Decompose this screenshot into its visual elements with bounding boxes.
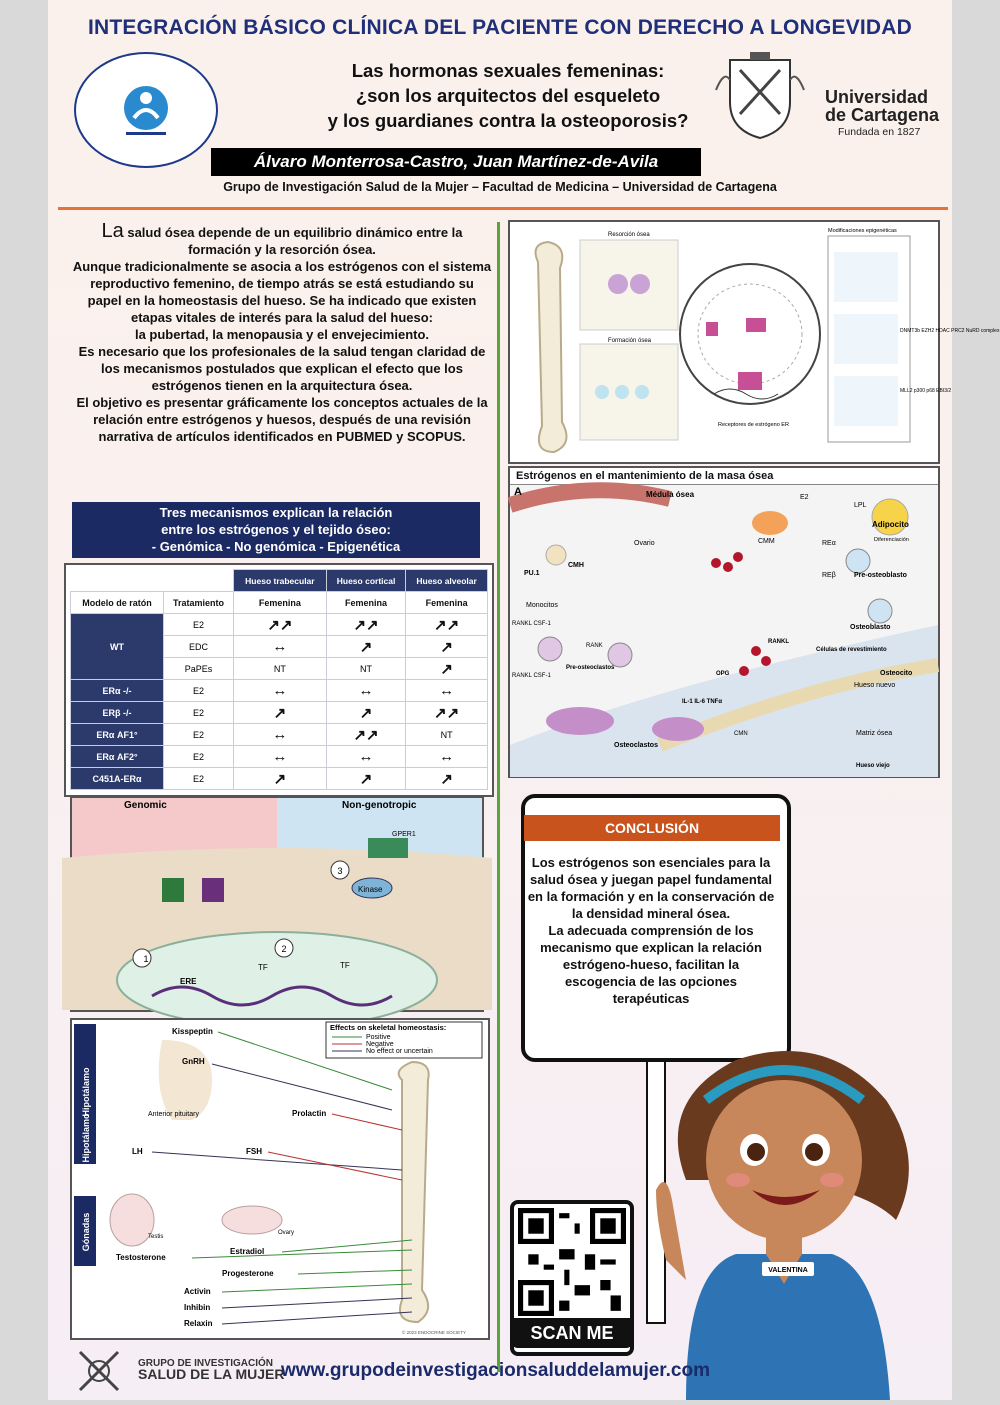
mass-label: RANKL CSF-1: [512, 673, 551, 679]
table-row: [71, 702, 488, 724]
mass-label: Osteoclastos: [614, 742, 658, 749]
effect-cell: ↗: [326, 702, 405, 724]
effect-cell: ↔: [406, 746, 488, 768]
mechanisms-box: [72, 502, 480, 558]
conclusion-text: [526, 854, 776, 1007]
hormone-label: Inhibin: [184, 1303, 211, 1312]
table-row: [71, 614, 488, 636]
nongenotropic-label: Non-genotropic: [342, 800, 417, 811]
col-header: Hueso trabecular: [233, 570, 326, 592]
genomic-figure: [70, 796, 484, 1012]
sub-header: Femenina: [406, 592, 488, 614]
research-group-logo: [74, 52, 218, 168]
website-link[interactable]: www.grupodeinvestigacionsaluddelamujer.com: [281, 1360, 711, 1381]
conclusion-paragraph: Los estrógenos son esenciales para la salud ósea y juegan papel fundamental en la formación y en la conservación de la densidad mineral ósea.: [527, 855, 775, 921]
table-row: [71, 724, 488, 746]
mass-label: REα: [822, 540, 836, 547]
effect-cell: ↗↗: [326, 614, 405, 636]
sub-header: Femenina: [233, 592, 326, 614]
conclusion-title: CONCLUSIÓN: [524, 815, 780, 841]
intro-paragraph: Aunque tradicionalmente se asocia a los estrógenos con el sistema reproductivo femenino, de tiempo atrás se está estudiando su papel en la homeostasis del hueso. Se ha indicado que existen etapas vitales de interés para la salud del hueso:: [72, 259, 492, 325]
sub-header: Femenina: [326, 592, 405, 614]
hormone-label: Anterior pituitary: [148, 1111, 199, 1118]
effect-cell: NT: [233, 658, 326, 680]
effect-cell: ↔: [233, 724, 326, 746]
mass-label: PU.1: [524, 570, 540, 577]
treatment-cell: E2: [164, 702, 234, 724]
mass-label: Matriz ósea: [856, 730, 893, 737]
hpg-axis-figure: [70, 1018, 490, 1340]
hormone-label: Progesterone: [222, 1269, 274, 1278]
treatment-cell: E2: [164, 768, 234, 790]
mass-label: Hueso viejo: [856, 763, 890, 769]
fig-label: Receptores de estrógeno ER: [718, 422, 789, 428]
kinase-label: Kinase: [358, 885, 383, 894]
organ-label: Testis: [148, 1234, 164, 1240]
header-divider: [58, 207, 948, 210]
effect-cell: ↗: [233, 768, 326, 790]
university-crest: [710, 50, 810, 142]
name-badge: VALENTINA: [768, 1267, 808, 1274]
step-number: 1: [143, 954, 149, 964]
university-founded: Fundada en 1827: [838, 126, 921, 138]
mass-label: OPG: [716, 671, 730, 677]
treatment-cell: E2: [164, 746, 234, 768]
treatment-cell: EDC: [164, 636, 234, 658]
legend-item: Negative: [366, 1041, 394, 1048]
bone-mass-figure: [508, 466, 940, 778]
side-label: Hipotálamo: [81, 1113, 91, 1163]
effect-cell: ↗: [326, 636, 405, 658]
mechanisms-line: Tres mecanismos explican la relación: [159, 505, 393, 520]
effect-cell: ↔: [233, 746, 326, 768]
fig-label: Resorción ósea: [608, 232, 650, 238]
hormone-label: Activin: [184, 1287, 211, 1296]
intro-paragraph: la pubertad, la menopausia y el envejecimiento.: [134, 327, 430, 342]
effect-cell: ↗↗: [406, 614, 488, 636]
treatment-cell: E2: [164, 680, 234, 702]
copyright: © 2023 ENDOCRINE SOCIETY: [402, 1330, 466, 1335]
conclusion-paragraph: La adecuada comprensión de los mecanismo que explican la relación estrógeno-hueso, facilitan la escogencia de las opciones terapéuticas: [540, 923, 762, 1006]
epigenetic-figure: [508, 220, 1000, 464]
tf-label: TF: [340, 961, 350, 970]
hormone-label: Estradiol: [230, 1247, 265, 1256]
effect-cell: NT: [406, 724, 488, 746]
treatment-cell: PaPEs: [164, 658, 234, 680]
intro-paragraph: El objetivo es presentar gráficamente los conceptos actuales de la relación entre estrógenos y huesos, después de una revisión narrativa de artículos identificados en PUBMED y SCOPUS.: [76, 395, 488, 444]
intro-text: [72, 220, 492, 445]
effect-cell: ↗: [326, 768, 405, 790]
mass-label: Médula ósea: [646, 490, 695, 499]
mass-label: Ovario: [634, 540, 655, 547]
poster: [48, 0, 1000, 1400]
legend-title: Effects on skeletal homeostasis:: [330, 1023, 447, 1032]
mass-label: RANKL CSF-1: [512, 621, 551, 627]
bone-mass-title: Estrógenos en el mantenimiento de la masa ósea: [510, 468, 938, 485]
treatment-cell: E2: [164, 724, 234, 746]
model-cell: ERα AF2°: [71, 746, 164, 768]
ere-label: ERE: [180, 977, 197, 986]
mass-label: CMN: [734, 731, 748, 737]
mass-label: Células de revestimiento: [816, 647, 887, 653]
legend-item: Positive: [366, 1034, 391, 1041]
mechanisms-line: entre los estrógenos y el tejido óseo:: [161, 522, 391, 537]
table-row: [71, 680, 488, 702]
effect-cell: NT: [326, 658, 405, 680]
mass-label: Hueso nuevo: [854, 682, 896, 689]
model-cell: ERβ -/-: [71, 702, 164, 724]
sub-header: Tratamiento: [164, 592, 234, 614]
subtitle-line: ¿son los arquitectos del esqueleto: [355, 85, 661, 106]
fig-label: Formación ósea: [608, 338, 652, 344]
effect-cell: ↗: [406, 658, 488, 680]
mass-label: Osteocito: [880, 670, 913, 677]
character-illustration: [626, 1040, 946, 1400]
model-cell: ERα AF1°: [71, 724, 164, 746]
main-title: INTEGRACIÓN BÁSICO CLÍNICA DEL PACIENTE CON DERECHO A LONGEVIDAD: [87, 16, 913, 39]
effect-cell: ↗: [406, 636, 488, 658]
group-logo-icon: [74, 1346, 124, 1396]
effect-cell: ↔: [233, 636, 326, 658]
tf-label: TF: [258, 963, 268, 972]
effect-cell: ↔: [326, 746, 405, 768]
side-label: Hipotálamo: [81, 1067, 91, 1117]
mass-label: CMH: [568, 562, 584, 569]
hormone-label: GnRH: [182, 1057, 205, 1066]
fig-label: DNMT3b EZH2 HDAC PRC2 NuRD complex: [900, 328, 1000, 334]
genomic-label: Genomic: [124, 800, 167, 811]
mouse-model-table-panel: [64, 563, 494, 797]
poster-subtitle: [228, 58, 788, 133]
hormone-label: LH: [132, 1147, 143, 1156]
intro-paragraph: Es necesario que los profesionales de la salud tengan claridad de los mecanismos postulados que explican el efecto que los estrógenos tienen en la arquitectura ósea.: [78, 344, 486, 393]
university-name: [825, 88, 939, 124]
mass-label: RANK: [586, 643, 603, 649]
effect-cell: ↔: [326, 680, 405, 702]
qr-code[interactable]: [518, 1208, 626, 1316]
group-affiliation: Grupo de Investigación Salud de la Mujer – Facultad de Medicina – Universidad de Cartagena: [223, 180, 777, 194]
panel-letter: A: [514, 486, 522, 498]
legend-item: No effect or uncertain: [366, 1048, 433, 1055]
table-row: [71, 746, 488, 768]
mass-label: Pre-osteoblasto: [854, 572, 907, 579]
hormone-label: Prolactin: [292, 1109, 327, 1118]
subtitle-line: Las hormonas sexuales femeninas:: [351, 60, 665, 81]
footer-logo-line: GRUPO DE INVESTIGACIÓN: [138, 1358, 274, 1369]
mass-label: Osteoblasto: [850, 624, 891, 631]
scan-me-label[interactable]: SCAN ME: [510, 1318, 634, 1348]
mechanisms-line: - Genómica - No genómica - Epigenética: [151, 539, 401, 554]
step-number: 3: [337, 866, 343, 876]
mass-label: CMM: [758, 538, 775, 545]
mass-label: REβ: [822, 572, 836, 579]
fig-label: Modificaciones epigenéticas: [828, 228, 897, 234]
authors-bar: Álvaro Monterrosa-Castro, Juan Martínez-de-Avila: [211, 148, 701, 176]
mass-label: Monocitos: [526, 602, 558, 609]
col-header: Hueso alveolar: [406, 570, 488, 592]
hormone-label: Relaxin: [184, 1319, 213, 1328]
mass-label: LPL: [854, 502, 867, 509]
footer-logo-text: [138, 1358, 285, 1380]
university-line: Universidad: [825, 87, 929, 107]
mouse-model-table: [70, 569, 488, 790]
effect-cell: ↗↗: [233, 614, 326, 636]
hormone-label: FSH: [246, 1147, 262, 1156]
column-divider: [497, 222, 500, 1372]
effect-cell: ↗↗: [406, 702, 488, 724]
model-cell: ERα -/-: [71, 680, 164, 702]
mass-label: IL-1 IL-6 TNFα: [682, 699, 723, 705]
gper-label: GPER1: [392, 831, 416, 838]
intro-lead: La: [101, 220, 124, 242]
mass-label: Adipocito: [872, 520, 909, 529]
hormone-label: Testosterone: [116, 1253, 166, 1262]
effect-cell: ↗: [233, 702, 326, 724]
hormone-label: Kisspeptin: [172, 1027, 213, 1036]
effect-cell: ↔: [406, 680, 488, 702]
side-label: Gónadas: [81, 1212, 91, 1252]
effect-cell: ↗↗: [326, 724, 405, 746]
effect-cell: ↗: [406, 768, 488, 790]
step-number: 2: [281, 944, 287, 954]
model-cell: WT: [71, 614, 164, 680]
sub-header: Modelo de ratón: [71, 592, 164, 614]
organ-label: Ovary: [278, 1230, 295, 1236]
table-row: [71, 768, 488, 790]
col-header: Hueso cortical: [326, 570, 405, 592]
fig-label: MLL2 p300 p68 EBI3/2: [900, 388, 952, 394]
effect-cell: ↔: [233, 680, 326, 702]
university-line: de Cartagena: [825, 105, 940, 125]
model-cell: C451A-ERα: [71, 768, 164, 790]
mass-label: RANKL: [768, 639, 789, 645]
mass-label: E2: [800, 494, 809, 501]
subtitle-line: y los guardianes contra la osteoporosis?: [327, 110, 689, 131]
mass-label: Pre-osteoclastos: [566, 665, 615, 671]
intro-paragraph: salud ósea depende de un equilibrio dinámico entre la formación y la resorción ósea.: [127, 225, 463, 257]
mass-label: Diferenciación: [874, 537, 909, 543]
footer-logo-line: SALUD DE LA MUJER: [138, 1366, 285, 1382]
treatment-cell: E2: [164, 614, 234, 636]
